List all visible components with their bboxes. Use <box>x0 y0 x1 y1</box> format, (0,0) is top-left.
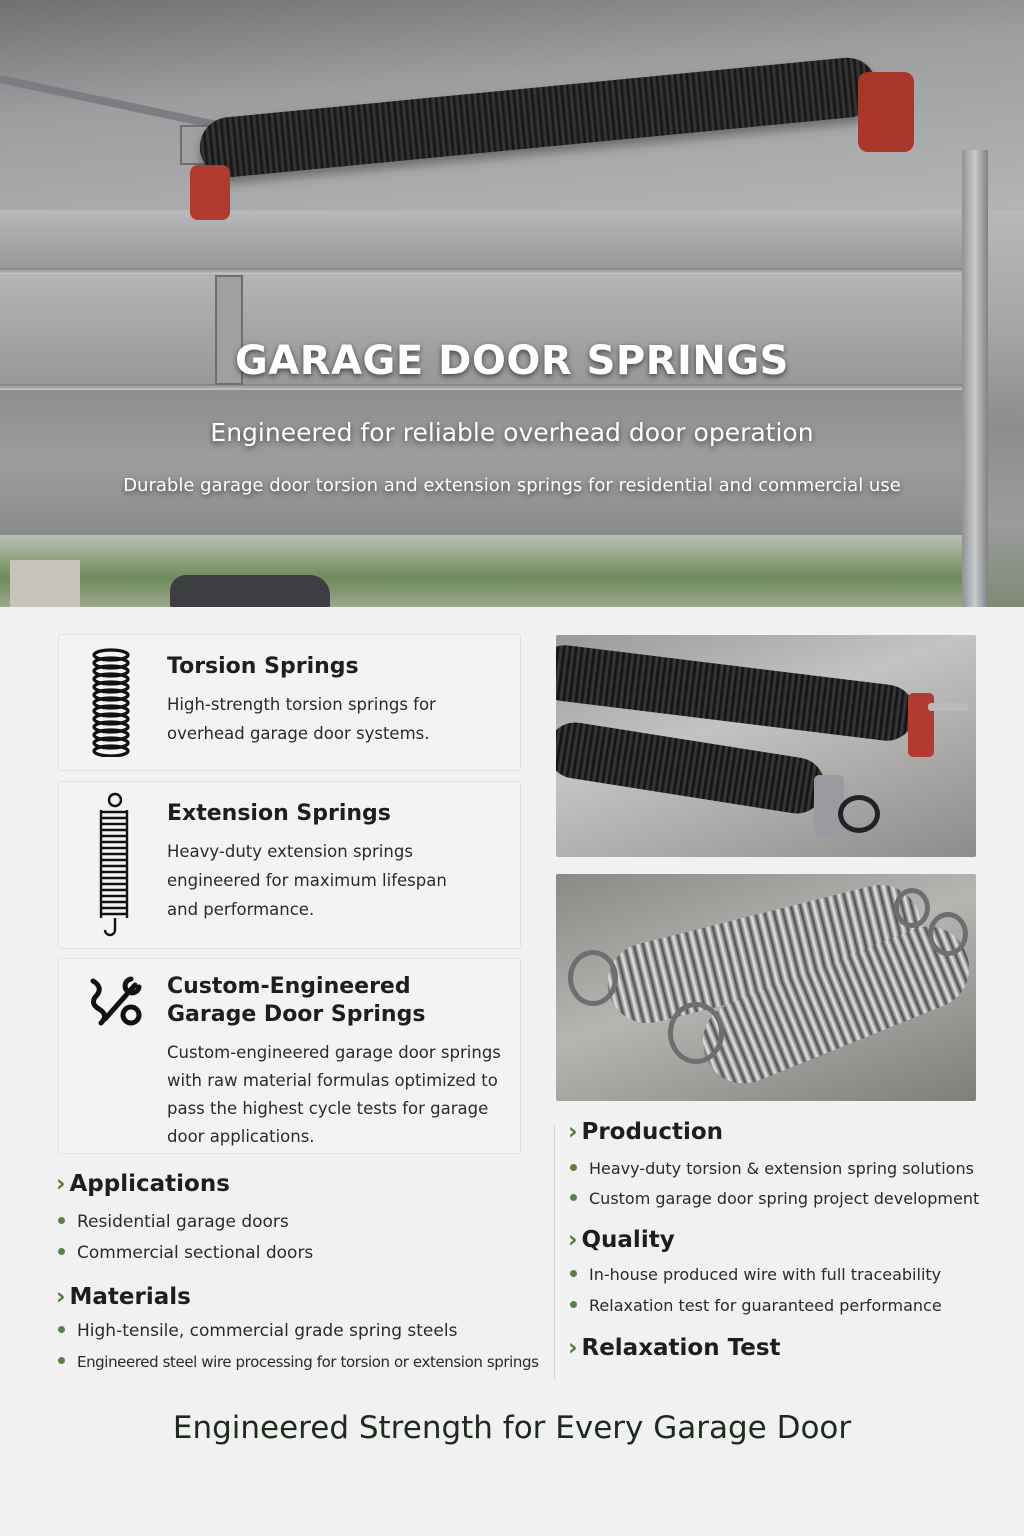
column-divider <box>554 1125 555 1380</box>
card-title-line: Garage Door Springs <box>167 1002 426 1027</box>
card-title: Extension Springs <box>167 801 391 826</box>
card-description-line: engineered for maximum lifespan <box>167 871 447 890</box>
card-title <box>167 973 425 1029</box>
list-item-text: Custom garage door spring project development <box>589 1189 980 1208</box>
card-torsion-springs <box>58 634 521 771</box>
end-loop <box>568 950 618 1006</box>
list-item-text: Residential garage doors <box>77 1212 289 1232</box>
bullet-icon <box>58 1326 65 1333</box>
list-item-text: High-tensile, commercial grade spring steels <box>77 1321 458 1341</box>
card-description-line: Custom-engineered garage door springs <box>167 1043 501 1062</box>
car-background <box>170 575 330 607</box>
hero-subtitle: Engineered for reliable overhead door operation <box>210 418 814 447</box>
bullet-icon <box>570 1270 577 1277</box>
bullet-icon <box>570 1301 577 1308</box>
hero-banner <box>0 0 1024 607</box>
card-description <box>167 837 517 924</box>
end-loop <box>838 795 880 833</box>
list-item-text: In-house produced wire with full traceability <box>589 1265 942 1284</box>
end-loop <box>928 912 968 956</box>
card-description-line: with raw material formulas optimized to <box>167 1071 498 1090</box>
card-description-line: Heavy-duty extension springs <box>167 842 413 861</box>
extension-spring-icon <box>87 790 135 944</box>
section-heading-label: Materials <box>69 1284 191 1310</box>
bullet-icon <box>58 1248 65 1255</box>
wrench-spring-icon <box>81 973 147 1033</box>
outdoor-view <box>0 535 965 607</box>
list-item-text: Relaxation test for guaranteed performance <box>589 1296 942 1315</box>
card-title: Torsion Springs <box>167 654 359 679</box>
section-heading-quality <box>568 1227 675 1253</box>
card-description <box>167 1039 527 1151</box>
card-description-line: overhead garage door systems. <box>167 724 430 743</box>
section-heading-relaxation-test <box>568 1335 781 1361</box>
bullet-icon <box>570 1164 577 1171</box>
list-item <box>58 1353 539 1371</box>
section-heading-label: Applications <box>69 1171 230 1197</box>
list-item <box>570 1189 979 1208</box>
list-item <box>570 1159 974 1178</box>
chevron-right-icon: › <box>56 1171 66 1197</box>
card-custom-engineered <box>58 958 521 1154</box>
chevron-right-icon: › <box>568 1335 578 1361</box>
section-heading-applications <box>56 1171 230 1197</box>
list-item <box>58 1321 457 1341</box>
chevron-right-icon: › <box>568 1119 578 1145</box>
list-item-text: Heavy-duty torsion & extension spring solutions <box>589 1159 974 1178</box>
shaft <box>928 703 968 711</box>
card-description <box>167 690 517 748</box>
end-loop <box>894 888 930 928</box>
section-heading-label: Quality <box>581 1227 675 1253</box>
card-description-line: and performance. <box>167 900 315 919</box>
list-item <box>570 1296 942 1315</box>
list-item-text: Commercial sectional doors <box>77 1243 314 1263</box>
extension-springs-photo <box>556 874 976 1101</box>
section-heading-label: Relaxation Test <box>581 1335 781 1361</box>
torsion-springs-photo <box>556 635 976 857</box>
bullet-icon <box>58 1357 65 1364</box>
section-heading-label: Production <box>581 1119 724 1145</box>
door-panel <box>0 215 965 270</box>
section-heading-production <box>568 1119 723 1145</box>
list-item <box>58 1212 289 1232</box>
card-description-line: door applications. <box>167 1127 315 1146</box>
card-title-line: Custom-Engineered <box>167 974 411 999</box>
chevron-right-icon: › <box>56 1284 66 1310</box>
house-background <box>10 560 80 607</box>
end-loop <box>668 1002 724 1064</box>
tagline: Engineered Strength for Every Garage Door <box>172 1410 852 1446</box>
hero-description: Durable garage door torsion and extension springs for residential and commercial use <box>123 475 901 496</box>
section-heading-materials <box>56 1284 191 1310</box>
card-extension-springs <box>58 781 521 949</box>
chevron-right-icon: › <box>568 1227 578 1253</box>
list-item-text: Engineered steel wire processing for torsion or extension springs <box>77 1353 539 1371</box>
list-item <box>58 1243 313 1263</box>
bullet-icon <box>58 1217 65 1224</box>
bullet-icon <box>570 1194 577 1201</box>
torsion-spring-icon <box>87 647 135 761</box>
card-description-line: pass the highest cycle tests for garage <box>167 1099 489 1118</box>
card-description-line: High-strength torsion springs for <box>167 695 436 714</box>
page-title: GARAGE DOOR SPRINGS <box>235 338 789 384</box>
door-panel <box>0 390 965 535</box>
spring-cone-left <box>190 165 230 220</box>
torsion-spring-rod <box>556 718 829 817</box>
list-item <box>570 1265 941 1284</box>
spring-cone-right <box>858 72 914 152</box>
